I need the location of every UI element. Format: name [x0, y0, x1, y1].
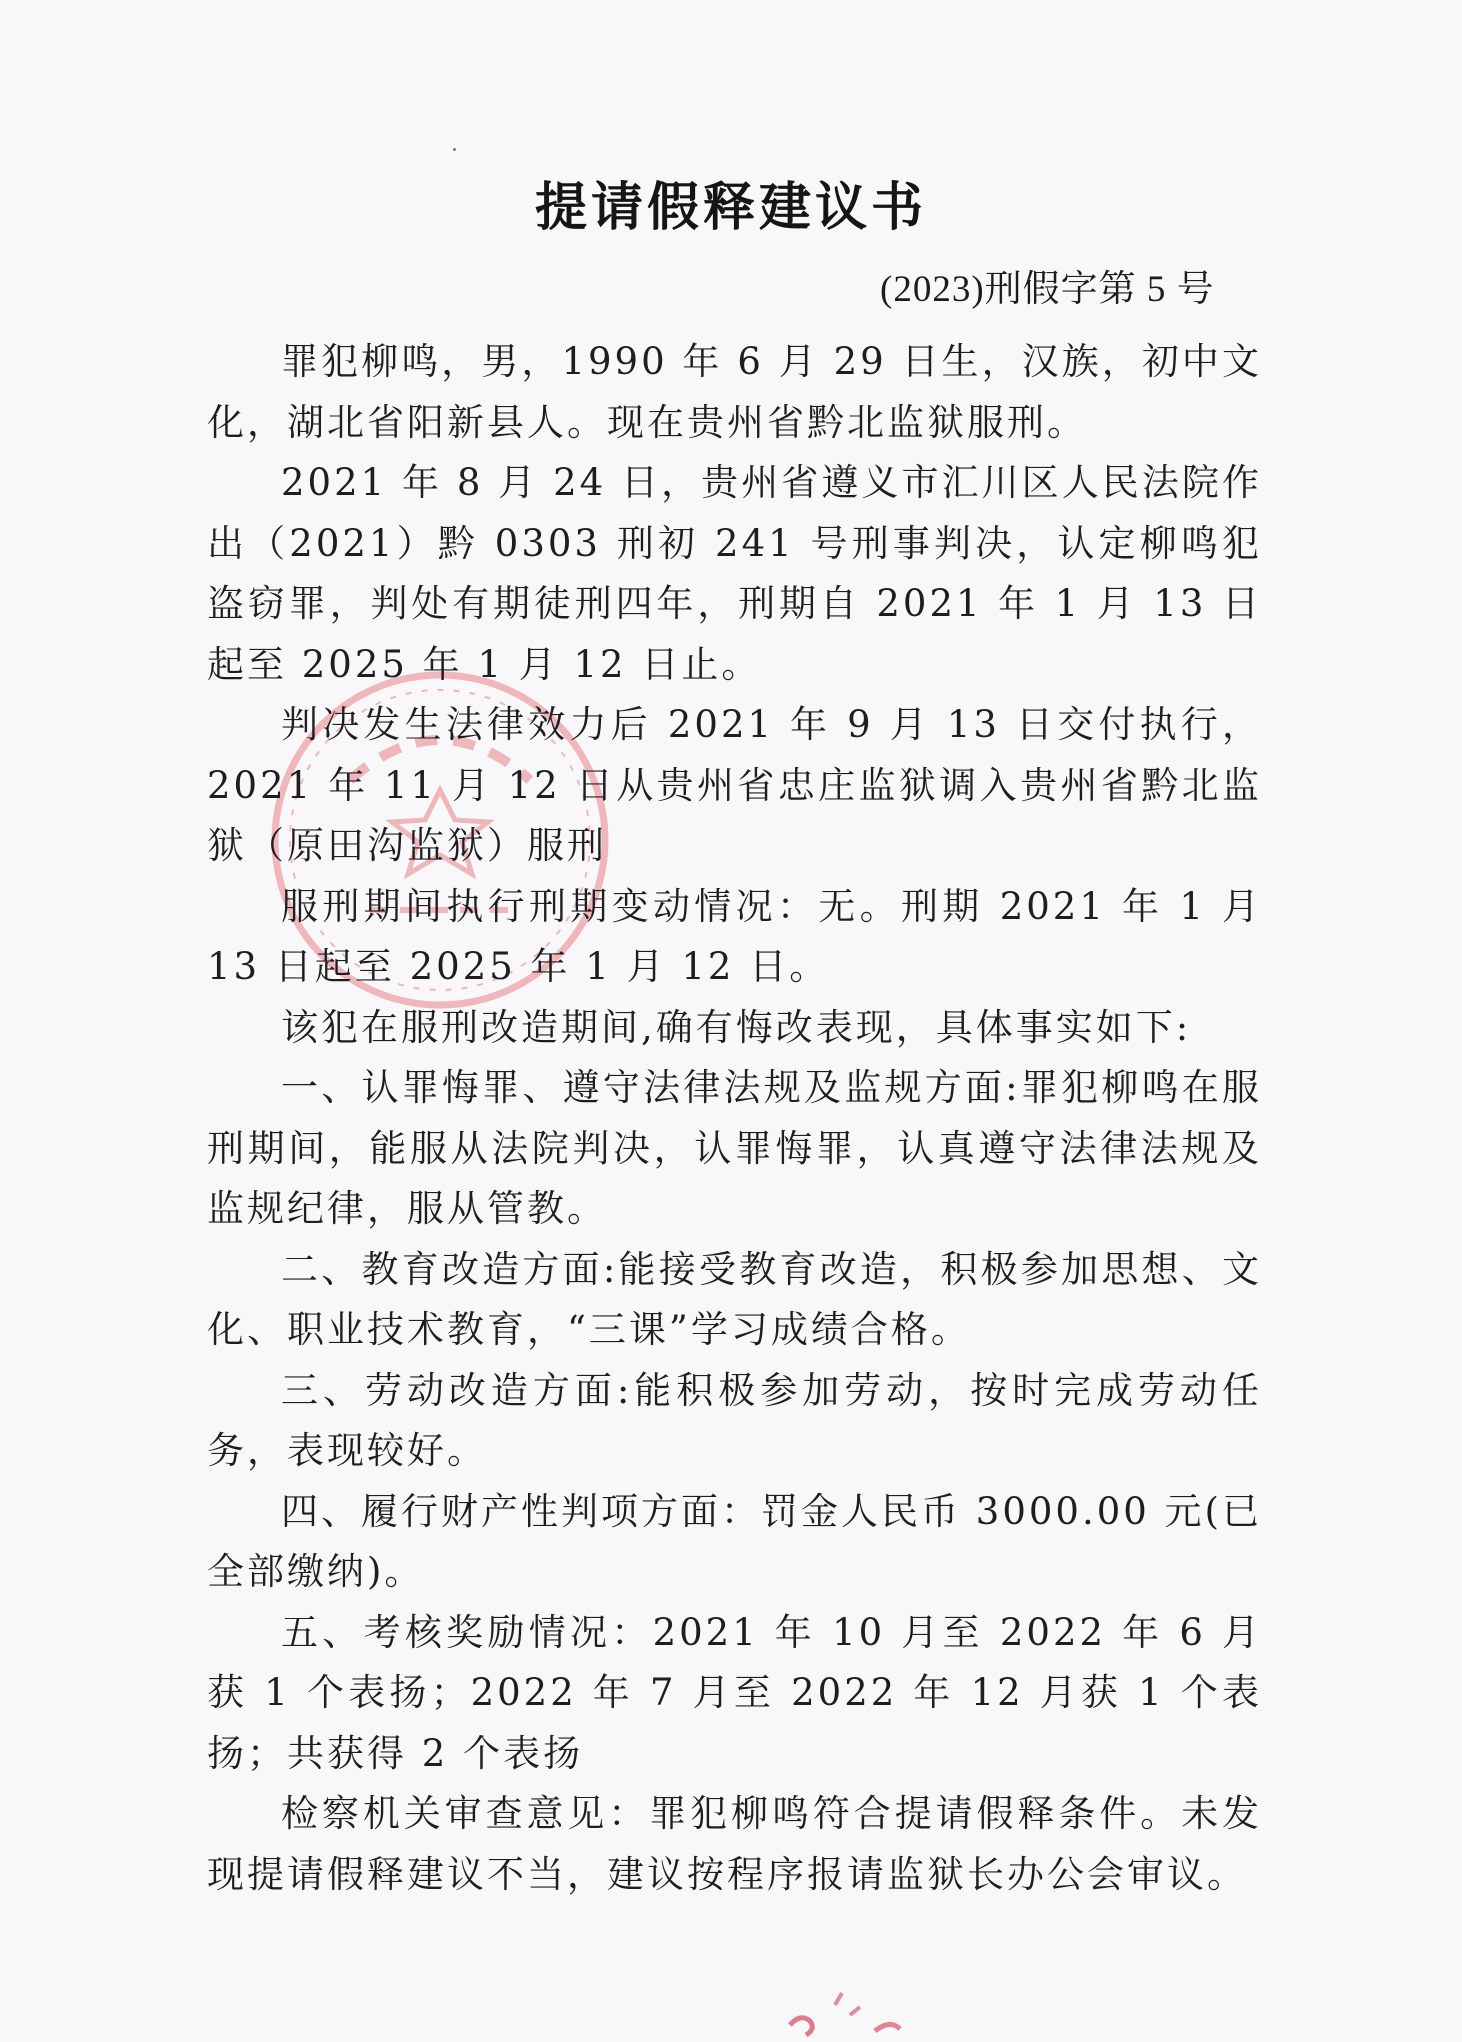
paragraph-item-5: 五、考核奖励情况：2021 年 10 月至 2022 年 6 月获 1 个表扬；2022 年 7 月至 2022 年 12 月获 1 个表扬；共获得 2 个表扬 [207, 1610, 1262, 1775]
scan-speck [453, 148, 456, 151]
paragraph-item-4: 四、履行财产性判项方面：罚金人民币 3000.00 元(已全部缴纳)。 [207, 1489, 1262, 1593]
document-body [207, 332, 1262, 1905]
paragraph-facts-intro: 该犯在服刑改造期间,确有悔改表现，具体事实如下: [281, 1005, 1192, 1049]
paragraph-personal-info: 罪犯柳鸣，男，1990 年 6 月 29 日生，汉族，初中文化，湖北省阳新县人。现在贵州省黔北监狱服刑。 [207, 340, 1262, 444]
paragraph-execution: 判决发生法律效力后 2021 年 9 月 13 日交付执行，2021 年 11 月 12 日从贵州省忠庄监狱调入贵州省黔北监狱（原田沟监狱）服刑 [207, 703, 1262, 867]
paragraph-sentence-change: 服刑期间执行刑期变动情况：无。刑期 2021 年 1 月 13 日起至 2025 年 1 月 12 日。 [207, 884, 1262, 988]
paragraph-item-3: 三、劳动改造方面:能积极参加劳动，按时完成劳动任务，表现较好。 [207, 1368, 1262, 1472]
paragraph-item-1: 一、认罪悔罪、遵守法律法规及监规方面:罪犯柳鸣在服刑期间，能服从法院判决，认罪悔罪，认真遵守法律法规及监规纪律，服从管教。 [207, 1066, 1262, 1230]
document-number: (2023)刑假字第 5 号 [880, 269, 1215, 310]
document-title: 提请假释建议书 [534, 177, 927, 238]
paragraph-item-2: 二、教育改造方面:能接受教育改造，积极参加思想、文化、职业技术教育，“三课”学习成绩合格。 [207, 1247, 1262, 1351]
paragraph-procuratorate-opinion: 检察机关审查意见：罪犯柳鸣符合提请假释条件。未发现提请假释建议不当，建议按程序报请监狱长办公会审议。 [207, 1792, 1262, 1896]
paragraph-judgment: 2021 年 8 月 24 日，贵州省遵义市汇川区人民法院作出（2021）黔 0303 刑初 241 号刑事判决，认定柳鸣犯盗窃罪，判处有期徒刑四年，刑期自 2021 年 1 月 13 日起至 2025 年 1 月 12 日止。 [207, 461, 1262, 686]
seal-fragment-icon [780, 1985, 920, 2042]
